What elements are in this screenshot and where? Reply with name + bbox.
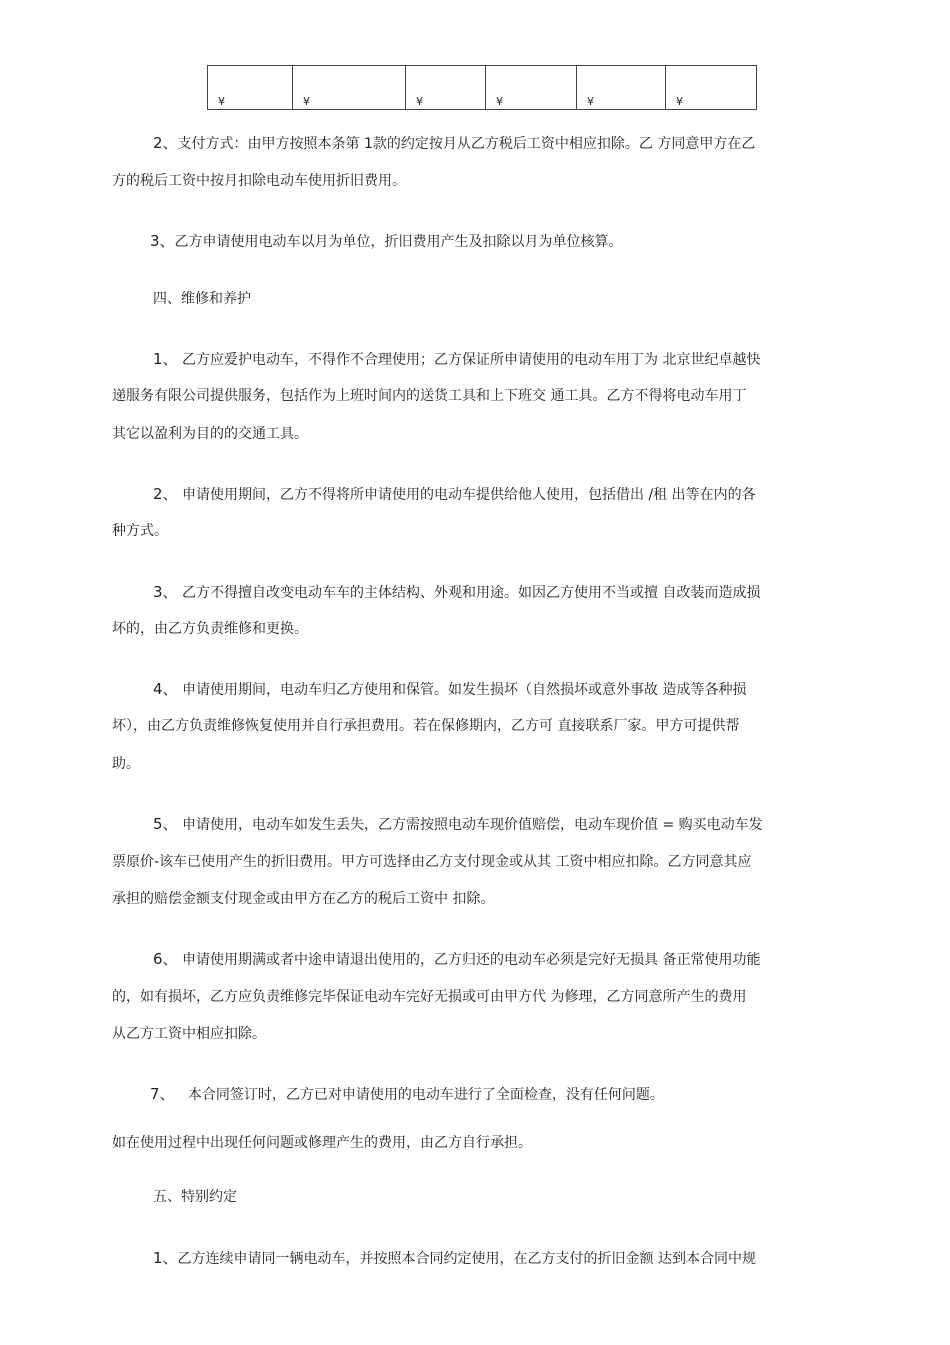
clause-number: 1、 [153, 1249, 178, 1267]
clause-text: 乙方不得擅自改变电动车车的主体结构、外观和用途。如因乙方使用不当或擅 自改装而造成损 [182, 585, 761, 601]
clause-text: 助。 [112, 756, 140, 772]
clause-text: 承担的赔偿金额支付现金或由甲方在乙方的税后工资中 扣除。 [112, 891, 495, 907]
clause-number: 5、 [153, 815, 178, 833]
clause-text: 方的税后工资中按月扣除电动车使用折旧费用。 [112, 173, 406, 189]
clause-number: 2、 [153, 134, 178, 152]
table-cell: ¥ [486, 66, 577, 110]
table-row [208, 66, 757, 110]
clause-text: 票原价-该车已使用产生的折旧费用。甲方可选择由乙方支付现金或从其 工资中相应扣除。乙方同意其应 [112, 854, 752, 870]
clause-number: 4、 [153, 680, 178, 698]
table-cell: ¥ [293, 66, 406, 110]
fee-table [207, 65, 757, 110]
clause-text: 本合同签订时，乙方已对申请使用的电动车进行了全面检查，没有任何问题。 [187, 1087, 664, 1103]
clause-text: 种方式。 [112, 523, 168, 539]
clause-number: 6、 [153, 950, 178, 968]
section-heading-5: 五、特别约定 [153, 1189, 237, 1205]
table-cell: ¥ [208, 66, 293, 110]
clause-text: 申请使用期满或者中途申请退出使用的，乙方归还的电动车必须是完好无损具 备正常使用功能 [182, 952, 761, 968]
section-heading-4: 四、维修和养护 [153, 291, 251, 307]
table-cell: ¥ [577, 66, 666, 110]
clause-number: 1、 [153, 350, 178, 368]
clause-text: 支付方式：由甲方按照本条第 1款的约定按月从乙方税后工资中相应扣除。乙 方同意甲方在乙 [177, 136, 756, 152]
clause-text: 乙方连续申请同一辆电动车，并按照本合同约定使用，在乙方支付的折旧金额 达到本合同中规 [177, 1251, 756, 1267]
clause-number: 7、 [150, 1085, 175, 1103]
table-cell: ¥ [406, 66, 486, 110]
clause-text: 如在使用过程中出现任何问题或修理产生的费用，由乙方自行承担。 [112, 1135, 532, 1151]
clause-text: 递服务有限公司提供服务，包括作为上班时间内的送货工具和上下班交 通工具。乙方不得将电动车用丁 [112, 388, 747, 404]
clause-text: 坏），由乙方负责维修恢复使用并自行承担费用。若在保修期内，乙方可 直接联系厂家。甲方可提供帮 [112, 718, 740, 734]
clause-number: 3、 [153, 583, 178, 601]
clause-text: 从乙方工资中相应扣除。 [112, 1026, 266, 1042]
clause-text: 乙方应爱护电动车，不得作不合理使用；乙方保证所申请使用的电动车用丁为 北京世纪卓越快 [182, 352, 761, 368]
clause-text: 其它以盈利为目的的交通工具。 [112, 426, 308, 442]
clause-text: 乙方申请使用电动车以月为单位，折旧费用产生及扣除以月为单位核算。 [174, 234, 623, 250]
clause-text: 申请使用期间，乙方不得将所申请使用的电动车提供给他人使用，包括借出 /租 出等在内的各 [182, 487, 756, 503]
clause-number: 3、 [150, 232, 175, 250]
clause-text: 申请使用期间，电动车归乙方使用和保管。如发生损坏（自然损坏或意外事故 造成等各种损 [182, 682, 747, 698]
clause-3-3 [150, 231, 623, 252]
clause-text: 坏的，由乙方负责维修和更换。 [112, 621, 308, 637]
clause-number: 2、 [153, 485, 178, 503]
table-cell: ¥ [666, 66, 757, 110]
clause-text: 的，如有损坏，乙方应负责维修完毕保证电动车完好无损或可由甲方代 为修理，乙方同意所产生的费用 [112, 989, 747, 1005]
clause-5-1 [153, 1248, 756, 1269]
clause-text: 申请使用，电动车如发生丢失，乙方需按照电动车现价值赔偿，电动车现价值 = 购买电动车发 [182, 817, 763, 833]
